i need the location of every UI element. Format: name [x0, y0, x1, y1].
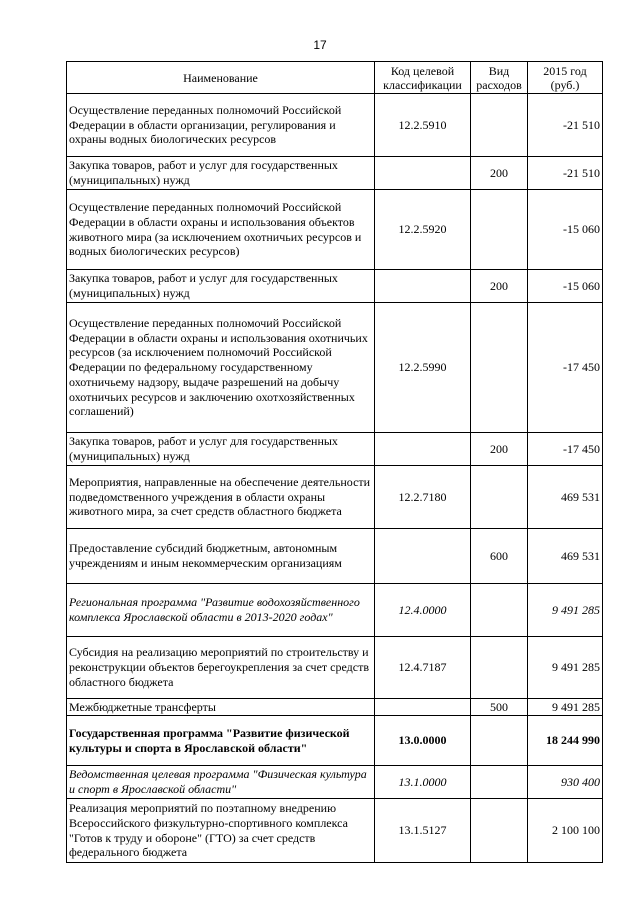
row-name: Государственная программа "Развитие физической культуры и спорта в Ярославской области"	[67, 716, 375, 766]
table-row	[67, 799, 603, 863]
row-kind	[471, 584, 528, 637]
row-name: Осуществление переданных полномочий Российской Федерации в области организации, регулирования и охраны водных биологических ресурсов	[67, 94, 375, 157]
row-code: 12.2.7180	[375, 466, 471, 529]
row-code	[375, 529, 471, 584]
table-row	[67, 584, 603, 637]
row-name: Региональная программа "Развитие водохозяйственного комплекса Ярославской области в 2013-2020 годах"	[67, 584, 375, 637]
row-kind	[471, 766, 528, 799]
table-row	[67, 699, 603, 716]
row-kind	[471, 466, 528, 529]
row-kind	[471, 716, 528, 766]
row-name: Осуществление переданных полномочий Российской Федерации в области охраны и использования охотничьих ресурсов (за исключением полномочий Российской Федерации по федеральному государственному охотничьему надзору, выдаче разрешений на добычу охотничьих ресурсов и заключению охотхозяйственных соглашений)	[67, 303, 375, 433]
row-code: 13.0.0000	[375, 716, 471, 766]
row-name: Ведомственная целевая программа "Физическая культура и спорт в Ярославской области"	[67, 766, 375, 799]
row-code	[375, 433, 471, 466]
row-name: Мероприятия, направленные на обеспечение деятельности подведомственного учреждения в области охраны животного мира, за счет средств областного бюджета	[67, 466, 375, 529]
row-kind: 200	[471, 157, 528, 190]
row-code: 13.1.0000	[375, 766, 471, 799]
row-sum: -17 450	[528, 303, 603, 433]
table-row	[67, 766, 603, 799]
row-sum: 930 400	[528, 766, 603, 799]
row-code: 12.2.5920	[375, 190, 471, 270]
row-name: Реализация мероприятий по поэтапному внедрению Всероссийского физкультурно-спортивного комплекса "Готов к труду и обороне" (ГТО) за счет средств федерального бюджета	[67, 799, 375, 863]
row-code	[375, 699, 471, 716]
row-sum: -21 510	[528, 94, 603, 157]
row-kind: 200	[471, 433, 528, 466]
header-code: Код целевой классификации	[375, 62, 471, 94]
row-name: Закупка товаров, работ и услуг для государственных (муниципальных) нужд	[67, 157, 375, 190]
row-name: Осуществление переданных полномочий Российской Федерации в области охраны и использования объектов животного мира (за исключением охотничьих ресурсов и водных биологических ресурсов)	[67, 190, 375, 270]
row-sum: 9 491 285	[528, 637, 603, 699]
header-sum: 2015 год (руб.)	[528, 62, 603, 94]
row-code: 13.1.5127	[375, 799, 471, 863]
row-kind: 600	[471, 529, 528, 584]
table-row	[67, 94, 603, 157]
row-code	[375, 157, 471, 190]
table-row	[67, 303, 603, 433]
row-sum: 9 491 285	[528, 584, 603, 637]
row-sum: -15 060	[528, 270, 603, 303]
row-sum: 18 244 990	[528, 716, 603, 766]
table-row	[67, 433, 603, 466]
header-name: Наименование	[67, 62, 375, 94]
row-kind	[471, 303, 528, 433]
table-row	[67, 637, 603, 699]
row-sum: 9 491 285	[528, 699, 603, 716]
row-kind	[471, 799, 528, 863]
row-code: 12.2.5990	[375, 303, 471, 433]
row-kind	[471, 94, 528, 157]
row-sum: -21 510	[528, 157, 603, 190]
row-name: Субсидия на реализацию мероприятий по строительству и реконструкции объектов берегоукрепления за счет средств областного бюджета	[67, 637, 375, 699]
row-sum: -17 450	[528, 433, 603, 466]
row-name: Предоставление субсидий бюджетным, автономным учреждениям и иным некоммерческим организациям	[67, 529, 375, 584]
row-kind	[471, 190, 528, 270]
row-name: Межбюджетные трансферты	[67, 699, 375, 716]
row-code: 12.4.0000	[375, 584, 471, 637]
table-row	[67, 716, 603, 766]
row-kind: 500	[471, 699, 528, 716]
table-row	[67, 190, 603, 270]
table-header-row	[67, 62, 603, 94]
header-kind: Вид расходов	[471, 62, 528, 94]
page-number: 17	[313, 38, 327, 52]
row-name: Закупка товаров, работ и услуг для государственных (муниципальных) нужд	[67, 433, 375, 466]
row-sum: -15 060	[528, 190, 603, 270]
row-name: Закупка товаров, работ и услуг для государственных (муниципальных) нужд	[67, 270, 375, 303]
row-sum: 2 100 100	[528, 799, 603, 863]
row-code	[375, 270, 471, 303]
row-kind: 200	[471, 270, 528, 303]
row-code: 12.4.7187	[375, 637, 471, 699]
row-sum: 469 531	[528, 529, 603, 584]
table-row	[67, 529, 603, 584]
table-row	[67, 466, 603, 529]
budget-table	[66, 61, 603, 863]
row-sum: 469 531	[528, 466, 603, 529]
table-row	[67, 270, 603, 303]
row-kind	[471, 637, 528, 699]
row-code: 12.2.5910	[375, 94, 471, 157]
table-row	[67, 157, 603, 190]
